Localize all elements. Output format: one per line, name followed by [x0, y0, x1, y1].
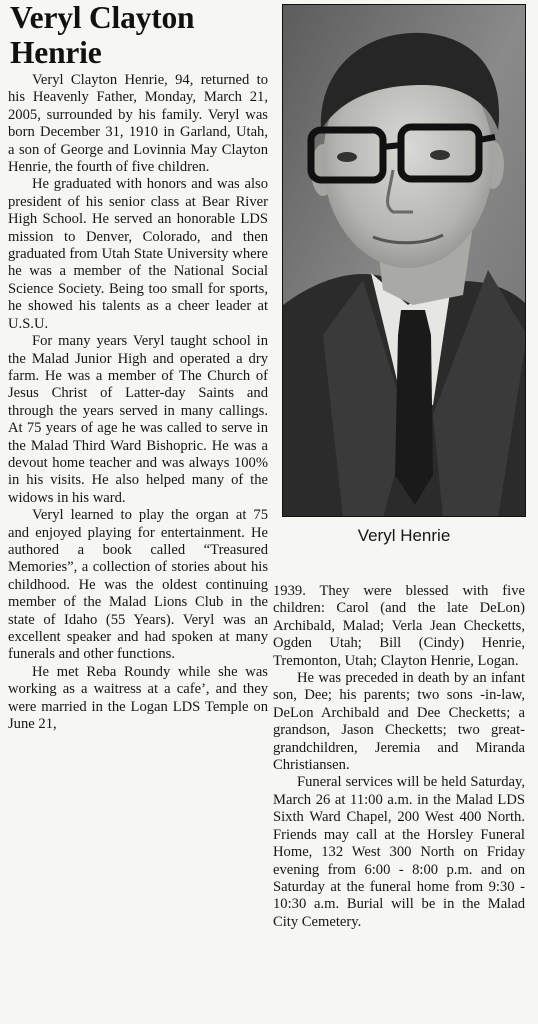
obituary-title: Veryl Clayton Henrie [10, 0, 195, 70]
photo-caption: Veryl Henrie [357, 526, 451, 545]
paragraph: He was preceded in death by an infant son, Dee; his parents; two sons -in-law, DeLon Archibald and Dee Checketts; a grandson, Jason Checketts; two great-grandchildren, Jeremia and Miranda Christiansen. [273, 670, 525, 774]
paragraph: Veryl Clayton Henrie, 94, returned to his Heavenly Father, Monday, March 21, 2005, surrounded by his family. Veryl was born December 31, 1910 in Garland, Utah, a son of George and Lovinnia May Clayton Henrie, the fourth of five children. [8, 72, 268, 176]
paragraph: 1939. They were blessed with five children: Carol (and the late DeLon) Archibald, Malad; Verla Jean Checketts, Ogden Utah; Bill (Cindy) Henrie, Tremonton, Utah; Clayton Henrie, Logan. [273, 583, 525, 669]
paragraph: Veryl learned to play the organ at 75 and enjoyed playing for entertainment. He authored a book called “Treasured Memories”, a collection of stories about his childhood. He was the oldest continuing member of the Malad Lions Club in the state of Idaho (55 Years). Veryl was an excellent speaker and had spoken at many funerals and other functions. [8, 507, 268, 663]
paragraph: He graduated with honors and was also president of his senior class at Bear River High School. He served an honorable LDS mission to Denver, Colorado, and then graduated from Utah State University where he was a member of the National Social Science Society. Being too small for sports, he showed his talents as a cheer leader at U.S.U. [8, 176, 268, 332]
paragraph: Funeral services will be held Saturday, March 26 at 11:00 a.m. in the Malad LDS Sixth Ward Chapel, 200 West 400 North. Friends may call at the Horsley Funeral Home, 132 West 300 North on Friday evening from 6:00 - 8:00 p.m. and on Saturday at the funeral home from 9:30 - 10:30 a.m. Burial will be in the Malad City Cemetery. [273, 774, 525, 930]
right-text-column [273, 583, 525, 931]
portrait-photo [282, 4, 526, 517]
left-text-column [8, 72, 268, 733]
paragraph: He met Reba Roundy while she was working as a waitress at a cafe’, and they were married in the Logan LDS Temple on June 21, [8, 663, 268, 733]
paragraph: For many years Veryl taught school in the Malad Junior High and operated a dry farm. He was a member of The Church of Jesus Christ of Latter-day Saints and through the years served in many callings. At 75 years of age he was called to serve in the Malad Third Ward Bishopric. He was a devout home teacher and was always 100% in his visits. He also helped many of the widows in his ward. [8, 333, 268, 506]
